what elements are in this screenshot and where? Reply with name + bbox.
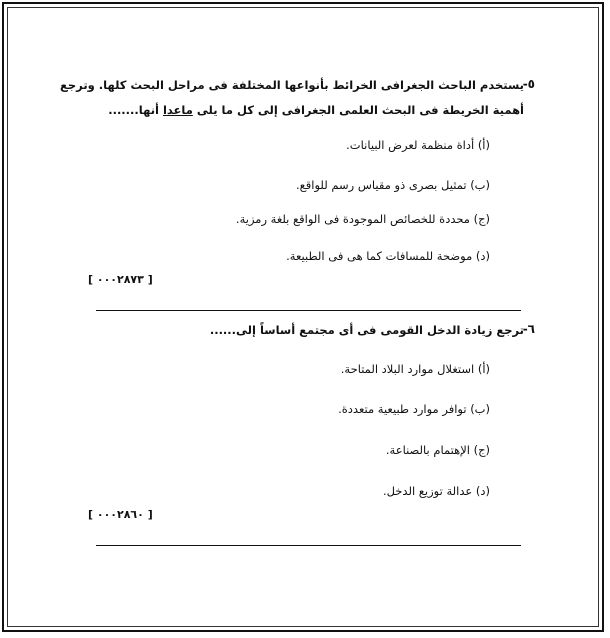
separator-line: [96, 545, 521, 546]
option-c[interactable]: (ج) الإهتمام بالصناعة.: [385, 443, 490, 457]
page-inner-border: [7, 7, 599, 627]
question-code: [ ٠٠٠٢٨٦٠ ]: [88, 508, 153, 521]
question-number: -٥: [522, 77, 535, 91]
question-text-segment: أنها.......: [108, 103, 163, 117]
option-d[interactable]: (د) موضحة للمسافات كما هى فى الطبيعة.: [286, 249, 490, 263]
option-a[interactable]: (أ) استغلال موارد البلاد المتاحة.: [340, 362, 490, 376]
option-b[interactable]: (ب) توافر موارد طبيعية متعددة.: [338, 402, 490, 416]
option-a[interactable]: (أ) أداة منظمة لعرض البيانات.: [346, 138, 490, 152]
question-number: -٦: [522, 322, 535, 336]
question-code: [ ٠٠٠٢٨٧٣ ]: [88, 273, 153, 286]
option-c[interactable]: (ج) محددة للخصائص الموجودة فى الواقع بلغة رمزية.: [235, 212, 490, 226]
question-text-segment: أهمية الخريطة فى البحث العلمى الجغرافى إلى كل ما يلى: [192, 103, 524, 117]
question-text-line-2: [108, 103, 524, 117]
question-text-line-1: يستخدم الباحث الجغرافى الخرائط بأنواعها المختلفة فى مراحل البحث كلها. وترجع: [60, 78, 524, 92]
option-b[interactable]: (ب) تمثيل بصرى ذو مقياس رسم للواقع.: [296, 178, 490, 192]
question-text-line-1: ترجع زيادة الدخل القومى فى أى مجتمع أساساً إلى......: [209, 323, 524, 337]
emphasis-word: ماعدا: [162, 103, 193, 117]
option-d[interactable]: (د) عدالة توزيع الدخل.: [382, 484, 490, 498]
separator-line: [96, 310, 521, 311]
